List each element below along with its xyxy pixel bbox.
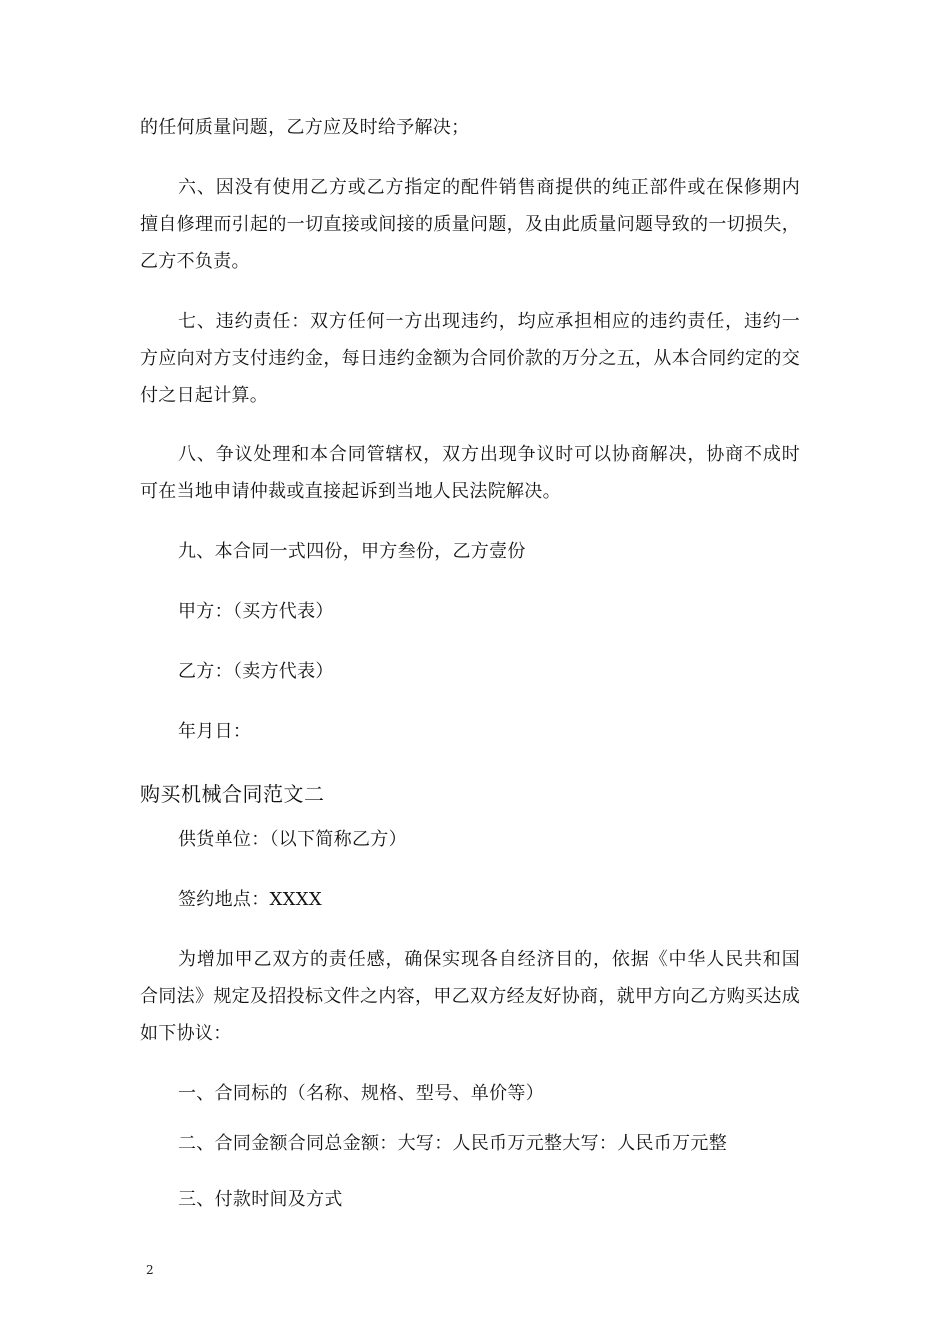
paragraph-clause-seven: 七、违约责任：双方任何一方出现违约，均应承担相应的违约责任，违约一方应向对方支付违约金，每日违约金额为合同价款的万分之五，从本合同约定的交付之日起计算。 — [140, 311, 800, 406]
page-number: 2 — [146, 1263, 154, 1277]
paragraph-item-two: 二、合同金额合同总金额：大写：人民币万元整大写：人民币万元整 — [178, 1133, 727, 1154]
paragraph-clause-nine: 九、本合同一式四份，甲方叁份，乙方壹份 — [178, 541, 526, 562]
signature-party-a: 甲方：（买方代表） — [178, 601, 334, 622]
paragraph-preamble: 为增加甲乙双方的责任感，确保实现各自经济目的，依据《中华人民共和国合同法》规定及招投标文件之内容，甲乙双方经友好协商，就甲方向乙方购买达成如下协议： — [140, 949, 800, 1044]
paragraph-quality-continuation: 的任何质量问题，乙方应及时给予解决； — [140, 117, 470, 138]
signature-date: 年月日： — [178, 721, 252, 742]
section-title: 购买机械合同范文二 — [140, 782, 325, 806]
paragraph-signing-location: 签约地点：XXXX — [178, 889, 322, 910]
signature-party-b: 乙方：（卖方代表） — [178, 661, 334, 682]
paragraph-item-one: 一、合同标的（名称、规格、型号、单价等） — [178, 1083, 544, 1104]
paragraph-item-three: 三、付款时间及方式 — [178, 1189, 343, 1210]
paragraph-supplier: 供货单位：（以下简称乙方） — [178, 829, 407, 850]
paragraph-clause-six: 六、因没有使用乙方或乙方指定的配件销售商提供的纯正部件或在保修期内擅自修理而引起的一切直接或间接的质量问题，及由此质量问题导致的一切损失，乙方不负责。 — [140, 177, 800, 272]
paragraph-clause-eight: 八、争议处理和本合同管辖权，双方出现争议时可以协商解决，协商不成时可在当地申请仲裁或直接起诉到当地人民法院解决。 — [140, 444, 800, 502]
